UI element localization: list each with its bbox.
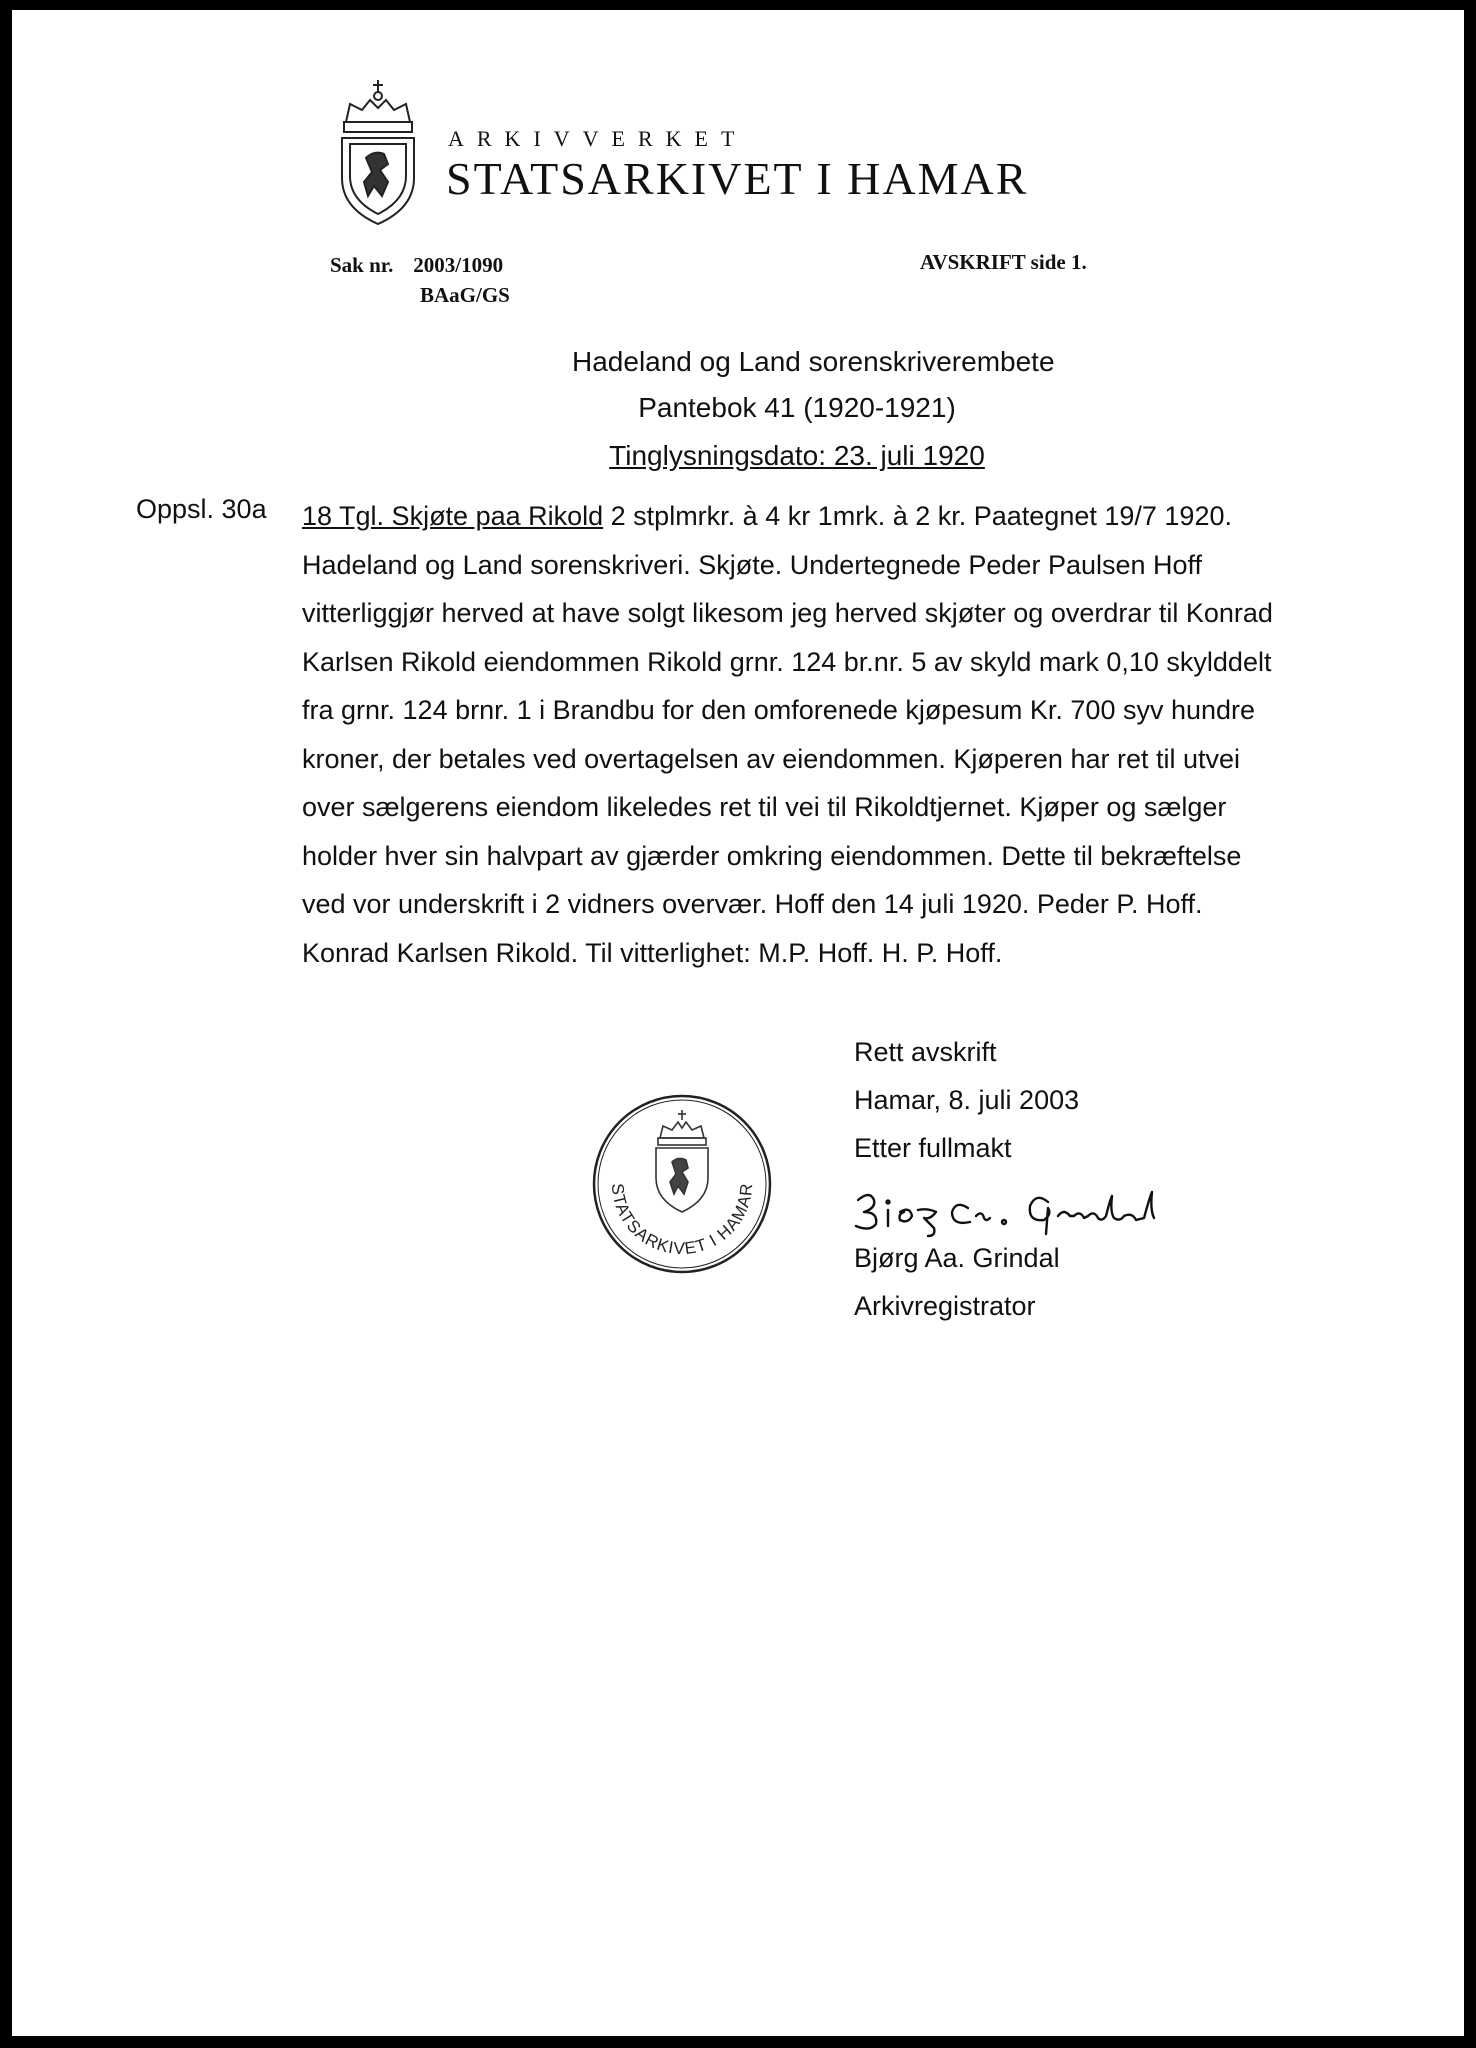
signatory-block — [854, 1234, 1060, 1330]
stamp-text: STATSARKIVET I HAMAR — [607, 1181, 757, 1259]
entry-line: kroner, der betales ved overtagelsen av eiendommen. Kjøperen har ret til utvei — [302, 743, 1241, 774]
case-reference — [330, 250, 510, 310]
entry-line: over sælgerens eiendom likeledes ret til vei til Rikoldtjernet. Kjøper og sælger — [302, 792, 1227, 822]
case-number: 2003/1090 — [413, 253, 504, 277]
entry-line: holder hver sin halvpart av gjærder omkring eiendommen. Dette til bekræftelse — [302, 840, 1242, 871]
document-page — [12, 10, 1464, 2036]
entry-line: ved vor underskrift i 2 vidners overvær. Hoff den 14 juli 1920. Peder P. Hoff. — [302, 889, 1203, 919]
archive-stamp-icon — [590, 1092, 774, 1276]
entry-label: Oppsl. 30a — [136, 494, 267, 524]
svg-text:STATSARKIVET I HAMAR — [608, 1182, 757, 1258]
cert-authority: Etter fullmakt — [854, 1133, 1012, 1163]
entry-heading-underlined: 18 Tgl. Skjøte paa Rikold — [302, 501, 604, 531]
cert-line-1: Rett avskrift — [854, 1037, 997, 1067]
title-book: Pantebok 41 (1920-1921) — [638, 392, 956, 423]
certification-block — [854, 1028, 1079, 1172]
case-ref: BAaG/GS — [420, 283, 510, 307]
entry-line: Karlsen Rikold eiendommen Rikold grnr. 124 br.nr. 5 av skyld mark 0,10 skylddelt — [302, 646, 1272, 677]
coat-of-arms-icon — [328, 78, 428, 228]
entry-line — [302, 492, 1382, 541]
title-date: Tinglysningsdato: 23. juli 1920 — [609, 440, 985, 471]
copy-page-label: AVSKRIFT side 1. — [920, 250, 1087, 274]
entry-line: Konrad Karlsen Rikold. Til vitterlighet: M.P. Hoff. H. P. Hoff. — [302, 937, 1003, 968]
handwritten-signature — [848, 1182, 1208, 1242]
cert-place-date: Hamar, 8. juli 2003 — [854, 1085, 1080, 1115]
entry-line: Hadeland og Land sorenskriveri. Skjøte. Undertegnede Peder Paulsen Hoff — [302, 549, 1203, 580]
title-court: Hadeland og Land sorenskriverembete — [572, 346, 1055, 377]
entry-line: vitterliggjør herved at have solgt likesom jeg herved skjøter og overdrar til Konrad — [302, 598, 1273, 628]
signatory-role: Arkivregistrator — [854, 1291, 1036, 1321]
entry-text — [302, 492, 1382, 977]
entry-heading-rest: 2 stplmrkr. à 4 kr 1mrk. à 2 kr. Paategnet 19/7 1920. — [603, 501, 1232, 531]
org-supertitle: ARKIVVERKET — [448, 126, 748, 151]
entry-line: fra grnr. 124 brnr. 1 i Brandbu for den omforenede kjøpesum Kr. 700 syv hundre — [302, 695, 1256, 725]
org-title: STATSARKIVET I HAMAR — [446, 153, 1029, 204]
case-label: Sak nr. — [330, 253, 394, 277]
signatory-name: Bjørg Aa. Grindal — [854, 1243, 1060, 1273]
